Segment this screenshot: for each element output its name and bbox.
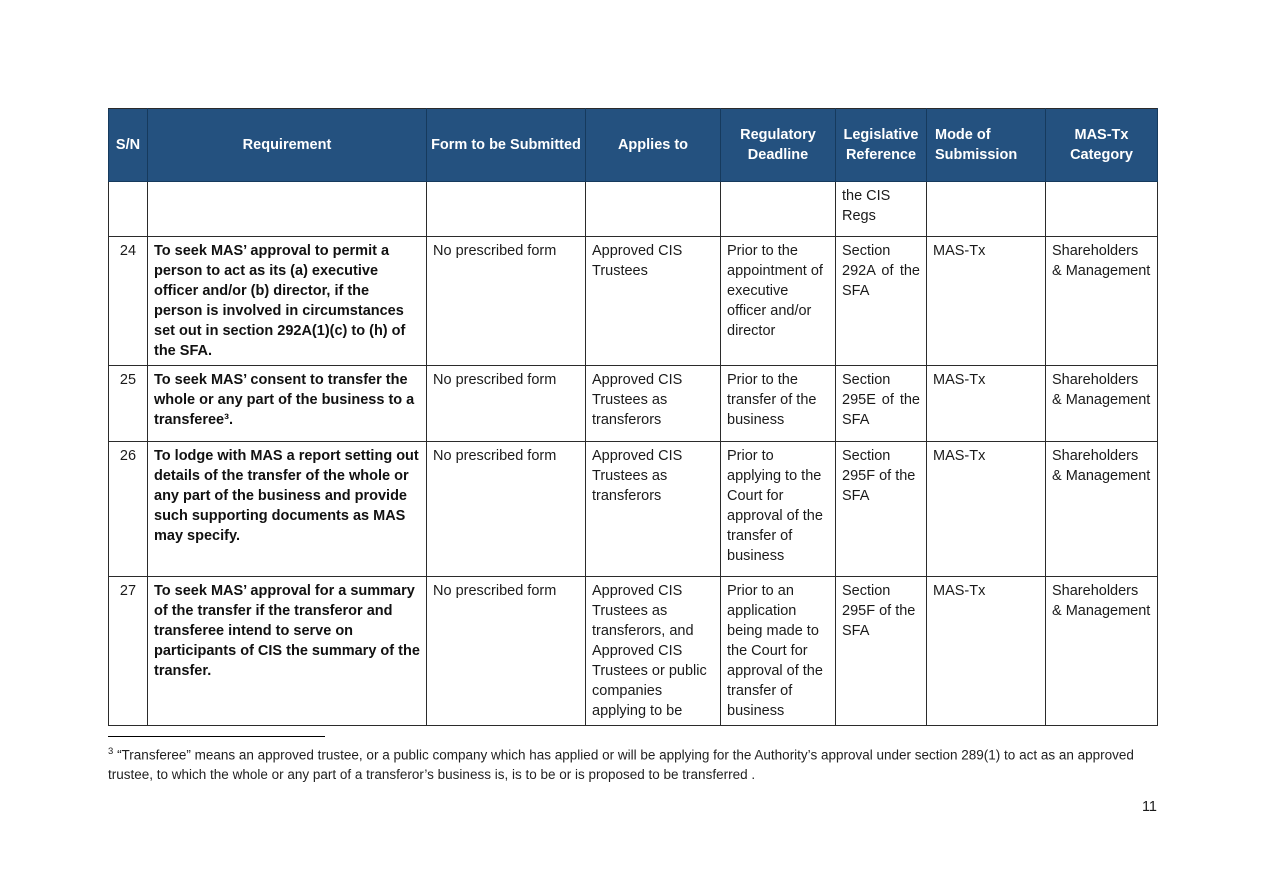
empty-cell bbox=[1046, 182, 1158, 237]
footnote-text: “Transferee” means an approved trustee, or a public company which has applied or will be applying for the Authority’s approval under section 289(1) to act as an approved trustee, to which the whole or any part of a transferor’s business is, is to be or is proposed to be transferred . bbox=[108, 747, 1134, 782]
col-header-applies-to: Applies to bbox=[586, 109, 721, 182]
form-cell: No prescribed form bbox=[427, 577, 586, 726]
form-cell: No prescribed form bbox=[427, 237, 586, 366]
table-row bbox=[109, 237, 1158, 366]
empty-cell bbox=[109, 182, 148, 237]
deadline-cell: Prior to applying to the Court for approval of the transfer of business bbox=[721, 442, 836, 577]
table-row bbox=[109, 577, 1158, 726]
legislative-reference-cell: the CIS Regs bbox=[836, 182, 927, 237]
category-cell: Shareholders & Management bbox=[1046, 577, 1158, 726]
sn-cell: 24 bbox=[109, 237, 148, 366]
mode-cell: MAS-Tx bbox=[927, 366, 1046, 442]
deadline-cell: Prior to an application being made to the Court for approval of the transfer of business bbox=[721, 577, 836, 726]
mode-cell: MAS-Tx bbox=[927, 577, 1046, 726]
applies-to-cell: Approved CIS Trustees as transferors bbox=[586, 366, 721, 442]
carryover-row bbox=[109, 182, 1158, 237]
footnote-separator bbox=[108, 736, 325, 737]
empty-cell bbox=[427, 182, 586, 237]
footnote bbox=[108, 745, 1157, 784]
deadline-cell: Prior to the appointment of executive officer and/or director bbox=[721, 237, 836, 366]
category-cell: Shareholders & Management bbox=[1046, 442, 1158, 577]
empty-cell bbox=[927, 182, 1046, 237]
requirement-cell: To seek MAS’ consent to transfer the whole or any part of the business to a transferee³. bbox=[148, 366, 427, 442]
col-header-sn: S/N bbox=[109, 109, 148, 182]
applies-to-cell: Approved CIS Trustees bbox=[586, 237, 721, 366]
requirements-table bbox=[108, 108, 1158, 726]
col-header-mas-tx-category: MAS-Tx Category bbox=[1046, 109, 1158, 182]
col-header-regulatory-deadline: Regulatory Deadline bbox=[721, 109, 836, 182]
sn-cell: 27 bbox=[109, 577, 148, 726]
col-header-form: Form to be Submitted bbox=[427, 109, 586, 182]
category-cell: Shareholders & Management bbox=[1046, 366, 1158, 442]
footnote-marker: 3 bbox=[108, 746, 114, 757]
form-cell: No prescribed form bbox=[427, 442, 586, 577]
applies-to-cell: Approved CIS Trustees as transferors bbox=[586, 442, 721, 577]
legislative-reference-cell: Section 295F of the SFA bbox=[836, 577, 927, 726]
applies-to-cell: Approved CIS Trustees as transferors, and Approved CIS Trustees or public companies applying to be bbox=[586, 577, 721, 726]
legislative-reference-cell: Section 292A of the SFA bbox=[836, 237, 927, 366]
mode-cell: MAS-Tx bbox=[927, 442, 1046, 577]
deadline-cell: Prior to the transfer of the business bbox=[721, 366, 836, 442]
mode-cell: MAS-Tx bbox=[927, 237, 1046, 366]
requirement-cell: To seek MAS’ approval for a summary of the transfer if the transferor and transferee intend to serve on participants of CIS the summary of the transfer. bbox=[148, 577, 427, 726]
legislative-reference-cell: Section 295E of the SFA bbox=[836, 366, 927, 442]
table-row bbox=[109, 366, 1158, 442]
empty-cell bbox=[586, 182, 721, 237]
table-header-row bbox=[109, 109, 1158, 182]
empty-cell bbox=[721, 182, 836, 237]
sn-cell: 25 bbox=[109, 366, 148, 442]
category-cell: Shareholders & Management bbox=[1046, 237, 1158, 366]
page-number: 11 bbox=[1141, 799, 1157, 815]
sn-cell: 26 bbox=[109, 442, 148, 577]
empty-cell bbox=[148, 182, 427, 237]
legislative-reference-cell: Section 295F of the SFA bbox=[836, 442, 927, 577]
col-header-legislative-reference: Legislative Reference bbox=[836, 109, 927, 182]
table-row bbox=[109, 442, 1158, 577]
col-header-requirement: Requirement bbox=[148, 109, 427, 182]
form-cell: No prescribed form bbox=[427, 366, 586, 442]
requirement-cell: To seek MAS’ approval to permit a person to act as its (a) executive officer and/or (b) director, if the person is involved in circumstances set out in section 292A(1)(c) to (h) of the SFA. bbox=[148, 237, 427, 366]
col-header-mode-of-submission: Mode of Submission bbox=[927, 109, 1046, 182]
requirement-cell: To lodge with MAS a report setting out details of the transfer of the whole or any part of the business and provide such supporting documents as MAS may specify. bbox=[148, 442, 427, 577]
